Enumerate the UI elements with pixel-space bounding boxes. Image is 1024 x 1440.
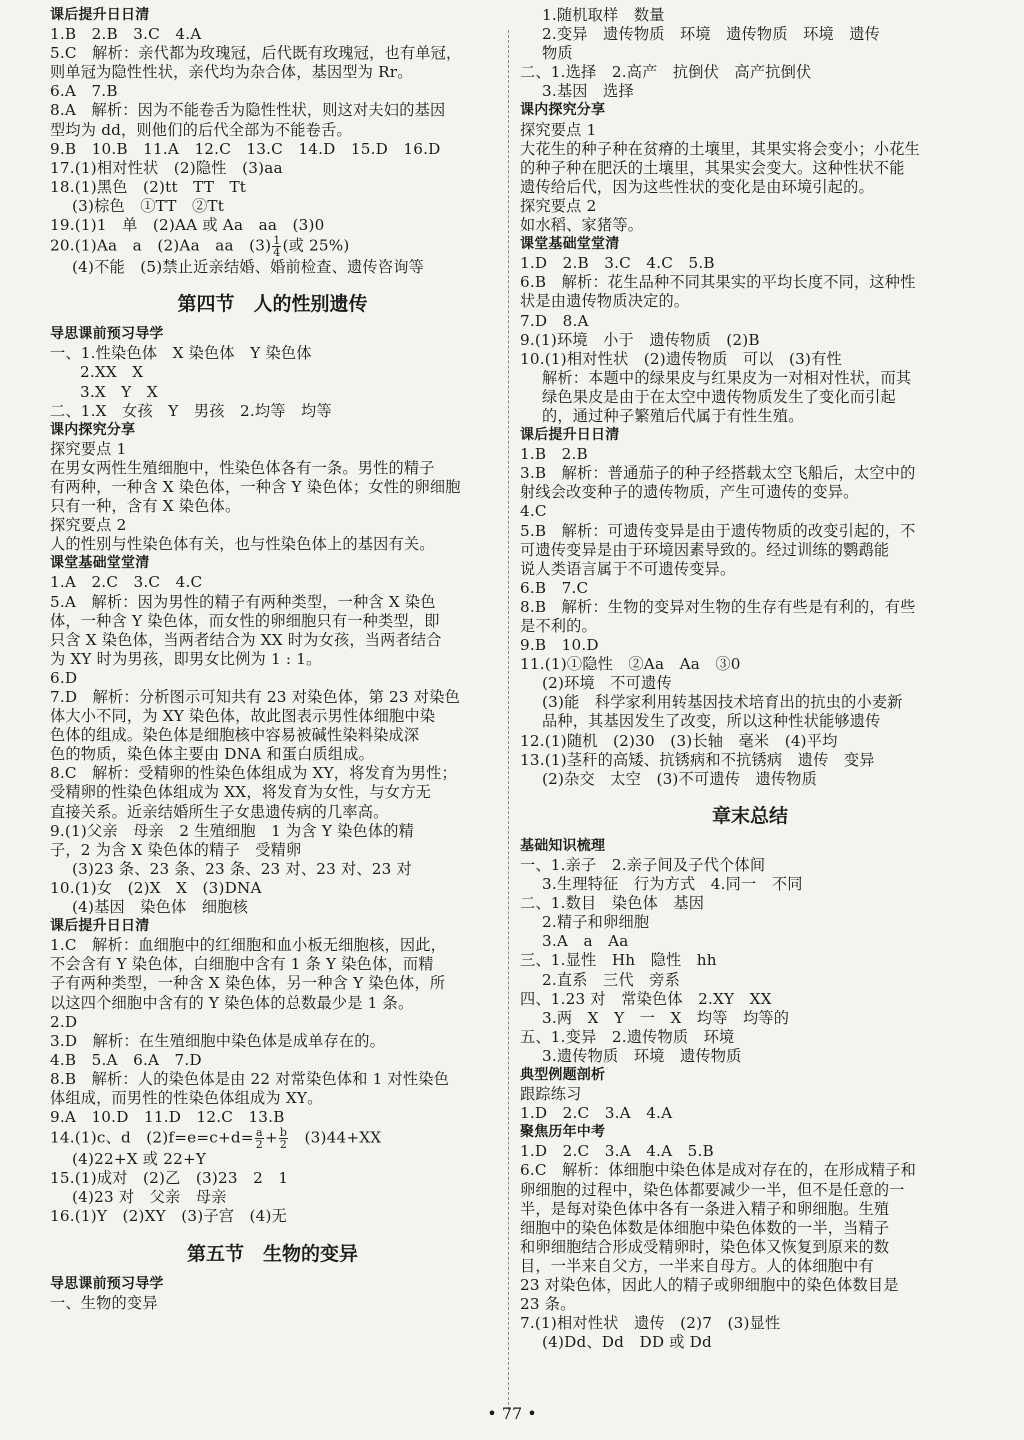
answer-line: 9.B 10.D [520,636,599,655]
answer-line: 2.XX X [80,363,144,382]
answer-line: 1.D 2.C 3.A 4.A [520,1104,673,1123]
answer-line: (4)基因 染色体 细胞核 [72,898,248,917]
answer-line: 受精卵的性染色体组成为 XX，将发育为女性，与女方无 [50,783,431,802]
fraction-part: 4 [273,246,281,259]
answer-line: 探究要点 1 [520,120,597,139]
answer-line: 5.C 解析：亲代都为玫瑰冠，后代既有玫瑰冠，也有单冠， [50,44,462,63]
answer-line: 如水稻、家猪等。 [520,216,644,235]
answer-line: 一、1.性染色体 X 染色体 Y 染色体 [50,344,312,363]
fraction [279,1127,288,1150]
answer-line: 和卵细胞结合形成受精卵时，染色体又恢复到原来的数 [520,1237,890,1256]
answer-line: 1.B 2.B 3.C 4.A [50,25,202,44]
answer-line: 16.(1)Y (2)XY (3)子宫 (4)无 [50,1207,287,1226]
subsection-heading: 课内探究分享 [520,102,606,119]
answer-line: 1.B 2.B [520,445,588,464]
answer-line: 大花生的种子种在贫瘠的土壤里，其果实将会变小；小花生 [520,139,921,158]
answer-line: 5.B 解析：可遗传变异是由于遗传物质的改变引起的，不 [520,521,916,540]
answer-line: 细胞中的染色体数是体细胞中染色体数的一半，当精子 [520,1218,890,1237]
answer-line: 型均为 dd，则他们的后代全部为不能卷舌。 [50,120,352,139]
answer-line: 一、1.亲子 2.亲子间及子代个体间 [520,855,766,874]
answer-line: 3.基因 选择 [542,82,634,101]
column-divider [508,30,509,1410]
answer-line: 子有两种类型，一种含 X 染色体，另一种含 Y 染色体，所 [50,974,446,993]
answer-line: 子，2 为含 X 染色体的精子 受精卵 [50,840,302,859]
answer-line: 6.C 解析：体细胞中染色体是成对存在的，在形成精子和 [520,1161,917,1180]
answer-line: 二、1.X 女孩 Y 男孩 2.均等 均等 [50,401,332,420]
answer-line: 是不利的。 [520,617,597,635]
subsection-heading: 课堂基础堂堂清 [50,555,150,572]
subsection-heading: 课后提升日日清 [520,427,620,444]
section-title: 第五节 生物的变异 [186,1242,358,1265]
answer-line: 探究要点 1 [50,439,127,458]
subsection-heading: 典型例题剖析 [520,1066,606,1083]
answer-line: 解析：本题中的绿果皮与红果皮为一对相对性状，而其 [542,368,912,387]
answer-line: 8.C 解析：受精卵的性染色体组成为 XY，将发育为男性； [50,764,457,783]
answer-line: 9.(1)环境 小于 遗传物质 (2)B [520,330,760,349]
answer-line: 1.随机取样 数量 [542,6,665,24]
fraction-part: a [255,1127,263,1140]
answer-line: 一、生物的变异 [50,1293,158,1312]
answer-line: 可遗传变异是由于环境因素导致的。经过训练的鹦鹉能 [520,540,890,559]
answer-line: 不会含有 Y 染色体，白细胞中含有 1 条 Y 染色体，而精 [50,955,434,974]
answer-line: 3.X Y X [80,382,158,401]
answer-line: 五、1.变异 2.遗传物质 环境 [520,1027,735,1046]
answer-line: 色体的组成。染色体是细胞核中容易被碱性染料染成深 [50,726,420,745]
answer-line: 以这四个细胞中含有的 Y 染色体的总数最少是 1 条。 [50,993,414,1012]
subsection-heading: 导思课前预习导学 [50,1275,164,1292]
answer-line: (4)不能 (5)禁止近亲结婚、婚前检查、遗传咨询等 [72,258,424,277]
answer-line: 有两种，一种含 X 染色体，一种含 Y 染色体；女性的卵细胞 [50,477,461,496]
answer-line: 19.(1)1 单 (2)AA 或 Aa aa (3)0 [50,216,325,235]
answer-line: 二、1.选择 2.高产 抗倒伏 高产抗倒伏 [520,63,812,82]
answer-line: 体，一种含 Y 染色体，而女性的卵细胞只有一种类型，即 [50,611,440,630]
answer-line: 为 XY 时为男孩，即男女比例为 1 : 1。 [50,649,322,668]
answer-line: 二、1.数目 染色体 基因 [520,894,705,913]
answer-line: 2.变异 遗传物质 环境 遗传物质 环境 遗传 [542,25,881,44]
answer-line: 15.(1)成对 (2)乙 (3)23 2 1 [50,1169,289,1188]
answer-line: 6.B 解析：花生品种不同其果实的平均长度不同，这种性 [520,273,916,292]
answer-line: 3.两 X Y 一 X 均等 均等的 [542,1008,790,1027]
fraction [272,235,281,258]
answer-line: 四、1.23 对 常染色体 2.XY XX [520,989,772,1008]
answer-line: 1.A 2.C 3.C 4.C [50,573,203,592]
subsection-heading: 导思课前预习导学 [50,326,164,343]
answer-line: 说人类语言属于不可遗传变异。 [520,559,736,578]
answer-line: 3.遗传物质 环境 遗传物质 [542,1046,742,1065]
fraction-part: 20.(1)Aa a (2)Aa aa (3) [50,236,272,255]
answer-line: (4)23 对 父亲 母亲 [72,1188,227,1207]
answer-line: 体大小不同，为 XY 染色体，故此图表示男性体细胞中染 [50,707,436,726]
answer-line: 7.D 解析：分析图示可知共有 23 对染色体，第 23 对染色 [50,688,460,706]
fraction-part: 2 [255,1138,263,1151]
answer-line: (4)22+X 或 22+Y [72,1150,207,1169]
answer-line: 7.(1)相对性状 遗传 (2)7 (3)显性 [520,1314,781,1333]
right-column [520,6,980,1352]
answer-line: 目，一半来自父方，一半来自母方。人的体细胞中有 [520,1256,874,1275]
answer-line-with-fraction [50,235,495,258]
answer-line: 23 对染色体，因此人的精子或卵细胞中的染色体数目是 [520,1276,899,1294]
answer-line: 6.B 7.C [520,578,589,597]
answer-line: 4.C [520,502,547,521]
answer-line: 三、1.显性 Hh 隐性 hh [520,951,717,970]
answer-line: 人的性别与性染色体有关，也与性染色体上的基因有关。 [50,535,435,554]
answer-line: 10.(1)女 (2)X X (3)DNA [50,878,262,897]
answer-line: 9.A 10.D 11.D 12.C 13.B [50,1108,285,1127]
answer-line: 体组成，而男性的性染色体组成为 XY。 [50,1088,323,1107]
subsection-heading: 基础知识梳理 [520,837,606,854]
answer-line: (2)杂交 太空 (3)不可遗传 遗传物质 [542,769,818,788]
answer-line: 12.(1)随机 (2)30 (3)长轴 毫米 (4)平均 [520,731,838,750]
subsection-heading: 课后提升日日清 [50,7,150,23]
answer-line: (4)Dd、Dd DD 或 Dd [542,1333,712,1352]
answer-line: 只含 X 染色体，当两者结合为 XX 时为女孩，当两者结合 [50,630,442,649]
answer-line: 状是由遗传物质决定的。 [520,292,690,311]
answer-line: 绿色果皮是由于在太空中遗传物质发生了变化而引起 [542,387,896,406]
answer-line: 直接关系。近亲结婚所生子女患遗传病的几率高。 [50,802,389,821]
answer-line: 5.A 解析：因为男性的精子有两种类型，一种含 X 染色 [50,592,436,611]
answer-line: 射线会改变种子的遗传物质，产生可遗传的变异。 [520,483,859,502]
answer-line: 1.D 2.B 3.C 4.C 5.B [520,254,715,273]
answer-line: 跟踪练习 [520,1085,582,1104]
answer-line: 1.D 2.C 3.A 4.A 5.B [520,1142,714,1161]
answer-line: 在男女两性生殖细胞中，性染色体各有一条。男性的精子 [50,458,435,477]
answer-line: 3.生理特征 行为方式 4.同一 不同 [542,875,803,894]
page-number: • 77 • [487,1404,537,1423]
answer-line: 品种，其基因发生了改变，所以这种性状能够遗传 [542,712,881,731]
answer-line: 8.B 解析：人的染色体是由 22 对常染色体和 1 对性染色 [50,1069,450,1088]
answer-line: 遗传给后代，因为这些性状的变化是由环境引起的。 [520,177,874,196]
answer-line: 半，是每对染色体中各有一条进入精子和卵细胞。生殖 [520,1199,890,1218]
answer-line: 卵细胞的过程中，染色体都要减少一半，但不是任意的一 [520,1180,905,1199]
fraction-part: 2 [279,1138,288,1151]
fraction [255,1127,264,1150]
subsection-heading: 课后提升日日清 [50,918,150,935]
subsection-heading: 聚焦历年中考 [520,1124,606,1141]
answer-line: 3.A a Aa [542,932,629,951]
answer-line: 9.(1)父亲 母亲 2 生殖细胞 1 为含 Y 染色体的精 [50,821,415,840]
answer-line: 1.C 解析：血细胞中的红细胞和血小板无细胞核，因此， [50,936,447,955]
answer-line: 只有一种，含有 X 染色体。 [50,497,241,516]
fraction-part: b [279,1127,288,1140]
answer-line: (2)环境 不可遗传 [542,674,672,693]
section-title: 第四节 人的性别遗传 [177,293,368,316]
answer-line: 的，通过种子繁殖后代属于有性生殖。 [542,406,804,425]
subsection-heading: 课内探究分享 [50,421,136,438]
answer-line: 3.D 解析：在生殖细胞中染色体是成单存在的。 [50,1031,386,1050]
answer-line: 探究要点 2 [50,516,127,535]
answer-line: 则单冠为隐性性状，亲代均为杂合体，基因型为 Rr。 [50,63,413,82]
answer-line: 探究要点 2 [520,196,597,215]
fraction-part: (或 25%) [282,236,350,255]
answer-line: 2.精子和卵细胞 [542,913,650,932]
section-title: 章末总结 [711,804,788,827]
answer-line: 10.(1)相对性状 (2)遗传物质 可以 (3)有性 [520,349,842,368]
answer-line: 18.(1)黑色 (2)tt TT Tt [50,177,247,196]
answer-line: 2.直系 三代 旁系 [542,970,680,989]
answer-line: (3)能 科学家利用转基因技术培育出的抗虫的小麦新 [542,693,903,712]
answer-line: 的种子种在肥沃的土壤里，其果实会变大。这种性状不能 [520,158,905,177]
fraction-part: 14.(1)c、d (2)f=e=c+d= [50,1128,254,1147]
answer-line: 3.B 解析：普通茄子的种子经搭载太空飞船后，太空中的 [520,464,916,483]
left-column [50,6,495,1313]
fraction-part: (3)44+XX [289,1128,382,1147]
answer-line: 11.(1)①隐性 ②Aa Aa ③0 [520,655,741,674]
answer-line-with-fraction [50,1127,495,1150]
subsection-heading: 课堂基础堂堂清 [520,236,620,253]
answer-line: 17.(1)相对性状 (2)隐性 (3)aa [50,158,283,177]
answer-line: 7.D 8.A [520,311,589,330]
fraction-part: + [264,1128,278,1147]
answer-line: 色的物质，染色体主要由 DNA 和蛋白质组成。 [50,745,375,764]
answer-line: (3)棕色 ①TT ②Tt [72,196,225,215]
answer-line: 23 条。 [520,1295,576,1314]
answer-line: (3)23 条、23 条、23 条、23 对、23 对、23 对 [72,859,412,878]
answer-line: 物质 [542,44,573,63]
answer-line: 9.B 10.B 11.A 12.C 13.C 14.D 15.D 16.D [50,139,441,158]
answer-line: 8.B 解析：生物的变异对生物的生存有些是有利的，有些 [520,597,916,616]
answer-line: 13.(1)茎秆的高矮、抗锈病和不抗锈病 遗传 变异 [520,750,875,769]
answer-line: 8.A 解析：因为不能卷舌为隐性性状，则这对夫妇的基因 [50,101,446,120]
answer-line: 6.D [50,668,78,687]
answer-line: 4.B 5.A 6.A 7.D [50,1050,202,1069]
fraction-part: 1 [273,235,281,248]
answer-line: 2.D [50,1012,78,1031]
answer-line: 6.A 7.B [50,82,118,101]
